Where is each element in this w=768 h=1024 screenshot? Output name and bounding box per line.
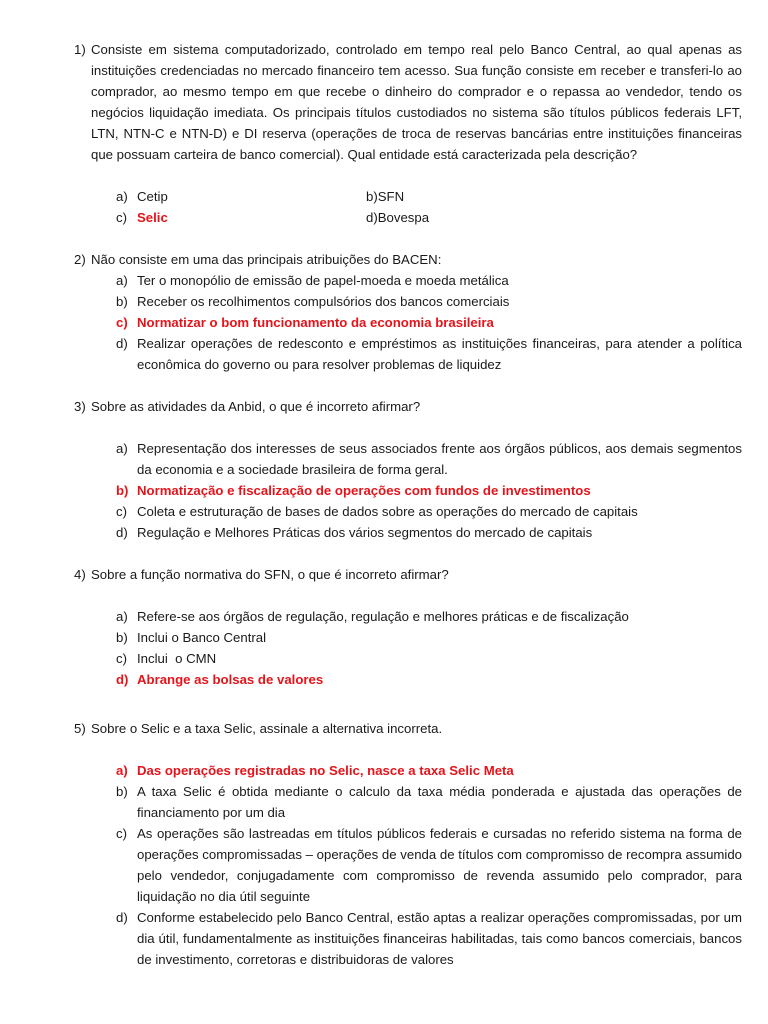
- option-c: [74, 648, 742, 669]
- option-label: a): [116, 441, 128, 456]
- question-1-text-block: [74, 39, 742, 165]
- option-label: a): [116, 763, 128, 778]
- question-1: [74, 39, 742, 228]
- question-text: Sobre a função normativa do SFN, o que é incorreto afirmar?: [91, 567, 449, 582]
- option-a: [74, 438, 742, 480]
- option-text: d)Bovespa: [366, 210, 430, 225]
- option-label: c): [116, 826, 127, 841]
- option-label: a): [116, 189, 128, 204]
- question-text: Não consiste em uma das principais atribuições do BACEN:: [91, 252, 442, 267]
- question-text: Consiste em sistema computadorizado, controlado em tempo real pelo Banco Central, ao qual apenas as instituições credenciadas no mercado financeiro tem acesso. Sua função consiste em receber e transferi-lo ao comprador, ao mesmo tempo em que recebe o dinheiro do comprador e o repassa ao vendedor, tendo os negócios liquidação imediata. Os principais títulos custodiados no sistema são títulos públicos federais LFT, LTN, NTN-C e NTN-D) e DI reserva (operações de troca de reservas bancárias entre instituições financeiras que possuam carteira de banco comercial). Qual entidade está caracterizada pela descrição?: [91, 42, 742, 162]
- option-b: [74, 291, 742, 312]
- option-label: b): [116, 483, 129, 498]
- option-a-correct: [74, 760, 742, 781]
- question-3: [74, 396, 742, 543]
- question-4: [74, 564, 742, 690]
- option-text: Coleta e estruturação de bases de dados sobre as operações do mercado de capitais: [137, 504, 638, 519]
- question-text: Sobre as atividades da Anbid, o que é incorreto afirmar?: [91, 399, 421, 414]
- option-label: c): [116, 504, 127, 519]
- option-a: [74, 606, 742, 627]
- option-label: b): [116, 630, 128, 645]
- option-label: d): [116, 672, 129, 687]
- question-number: 1): [74, 42, 86, 57]
- option-row: [74, 186, 742, 207]
- correct-answer-text: Abrange as bolsas de valores: [137, 672, 324, 687]
- option-label: d): [116, 910, 128, 925]
- option-text: b)SFN: [366, 189, 405, 204]
- option-a: [74, 270, 742, 291]
- option-a: [116, 186, 168, 207]
- option-text: As operações são lastreadas em títulos públicos federais e cursadas no referido sistema na forma de operações compromissadas – operações de venda de títulos com compromisso de recompra assumido pelo vendedor, conjugadamente com compromisso de revenda assumido pelo comprador, para liquidação no dia útil seguinte: [137, 826, 742, 904]
- option-label: c): [116, 315, 128, 330]
- option-text: Regulação e Melhores Práticas dos vários segmentos do mercado de capitais: [137, 525, 593, 540]
- question-5-text-block: [74, 718, 742, 739]
- option-text: Receber os recolhimentos compulsórios dos bancos comerciais: [137, 294, 510, 309]
- option-text: Conforme estabelecido pelo Banco Central, estão aptas a realizar operações compromissadas, por um dia útil, fundamentalmente as instituições financeiras habilitadas, tais como bancos comerciais, bancos de investimento, corretoras e distribuidoras de valores: [137, 910, 742, 967]
- option-d: [74, 522, 742, 543]
- option-text: A taxa Selic é obtida mediante o calculo da taxa média ponderada e ajustada das operações de financiamento por um dia: [137, 784, 742, 820]
- option-c-correct: [74, 312, 742, 333]
- question-2-text-block: [74, 249, 742, 270]
- option-label: c): [116, 651, 127, 666]
- question-number: 3): [74, 399, 86, 414]
- option-c: [74, 501, 742, 522]
- option-text: Refere-se aos órgãos de regulação, regulação e melhores práticas e de fiscalização: [137, 609, 629, 624]
- option-text: Realizar operações de redesconto e empréstimos as instituições financeiras, para atender a política econômica do governo ou para resolver problemas de liquidez: [137, 336, 742, 372]
- option-label: a): [116, 609, 128, 624]
- question-2: [74, 249, 742, 375]
- correct-answer-text: Normatização e fiscalização de operações com fundos de investimentos: [137, 483, 591, 498]
- option-d: [74, 907, 742, 970]
- option-text: Inclui o Banco Central: [137, 630, 267, 645]
- correct-answer-text: Normatizar o bom funcionamento da economia brasileira: [137, 315, 494, 330]
- option-b: [74, 627, 742, 648]
- option-label: d): [116, 336, 128, 351]
- question-3-text-block: [74, 396, 742, 417]
- option-label: b): [116, 294, 128, 309]
- option-text: Inclui o CMN: [137, 651, 217, 666]
- question-text: Sobre o Selic e a taxa Selic, assinale a alternativa incorreta.: [91, 721, 443, 736]
- question-number: 5): [74, 721, 86, 736]
- option-b: [74, 781, 742, 823]
- question-4-text-block: [74, 564, 742, 585]
- option-b: [366, 186, 404, 207]
- option-c: [116, 207, 168, 228]
- correct-answer-text: Selic: [137, 210, 168, 225]
- option-label: a): [116, 273, 128, 288]
- option-d: [366, 207, 429, 228]
- option-label: c): [116, 210, 127, 225]
- option-text: Ter o monopólio de emissão de papel-moeda e moeda metálica: [137, 273, 509, 288]
- option-label: b): [116, 784, 128, 799]
- option-d: [74, 333, 742, 375]
- question-number: 4): [74, 567, 86, 582]
- option-d-correct: [74, 669, 742, 690]
- question-5: [74, 718, 742, 970]
- option-text: Representação dos interesses de seus associados frente aos órgãos públicos, aos demais segmentos da economia e a sociedade brasileira de forma geral.: [137, 441, 742, 477]
- option-label: d): [116, 525, 128, 540]
- option-row: [74, 207, 742, 228]
- option-text: Cetip: [137, 189, 168, 204]
- question-number: 2): [74, 252, 86, 267]
- correct-answer-text: Das operações registradas no Selic, nasce a taxa Selic Meta: [137, 763, 514, 778]
- option-c: [74, 823, 742, 907]
- option-b-correct: [74, 480, 742, 501]
